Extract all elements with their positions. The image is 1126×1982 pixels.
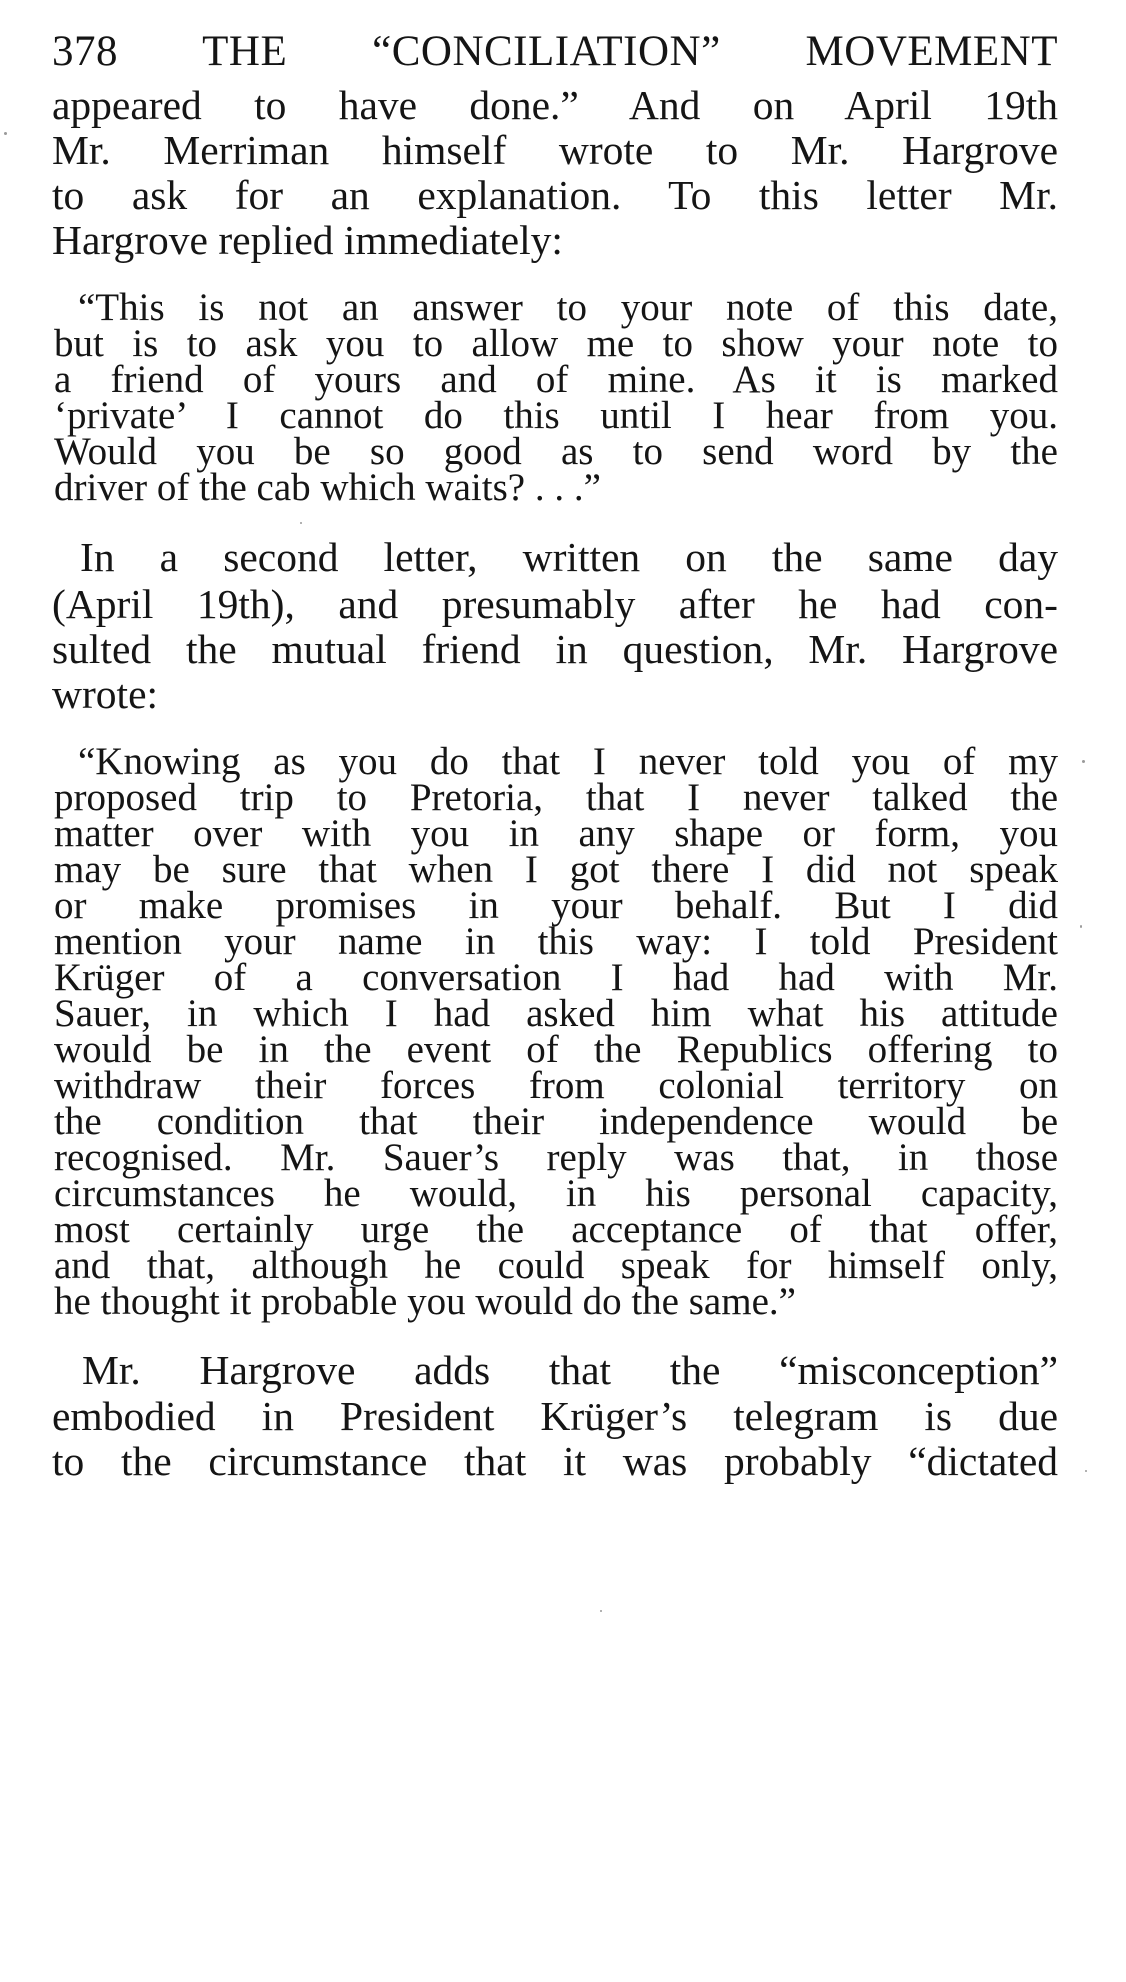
quote-line: would be in the event of the Republics offering to (54, 1028, 1058, 1071)
quote-line: matter over with you in any shape or form, you (54, 812, 1058, 855)
quote-line: driver of the cab which waits? . . .” (54, 466, 601, 509)
scan-speck (1080, 925, 1082, 928)
running-title: THE “CONCILIATION” MOVEMENT (202, 28, 1058, 75)
body-line: In a second letter, written on the same day (80, 534, 1058, 580)
quote-line: Would you be so good as to send word by the (54, 430, 1058, 473)
body-line: wrote: (52, 671, 159, 717)
quote-line: he thought it probable you would do the same.” (54, 1280, 796, 1323)
body-line: embodied in President Krüger’s telegram is due (52, 1393, 1058, 1439)
quote-line: a friend of yours and of mine. As it is marked (54, 358, 1058, 401)
quote-line: “Knowing as you do that I never told you of my (78, 740, 1058, 783)
scan-speck (4, 132, 7, 135)
quote-line: withdraw their forces from colonial territory on (54, 1064, 1058, 1107)
quote-line: but is to ask you to allow me to show your note to (54, 322, 1058, 365)
quote-line: recognised. Mr. Sauer’s reply was that, in those (54, 1136, 1058, 1179)
quote-line: and that, although he could speak for himself only, (54, 1244, 1058, 1287)
quote-line: “This is not an answer to your note of this date, (78, 286, 1058, 329)
body-line: to the circumstance that it was probably “dictated (52, 1438, 1058, 1484)
body-line: (April 19th), and presumably after he had con- (52, 581, 1058, 627)
body-line: to ask for an explanation. To this letter Mr. (52, 172, 1058, 218)
scan-speck (300, 522, 302, 524)
quote-line: ‘private’ I cannot do this until I hear from you. (54, 394, 1058, 437)
body-line: appeared to have done.” And on April 19th (52, 82, 1058, 128)
scan-speck (600, 1610, 602, 1612)
quote-line: most certainly urge the acceptance of that offer, (54, 1208, 1058, 1251)
quote-line: Krüger of a conversation I had had with Mr. (54, 956, 1058, 999)
quote-line: Sauer, in which I had asked him what his attitude (54, 992, 1058, 1035)
running-header (52, 30, 1058, 73)
scan-speck (1082, 760, 1085, 763)
quote-line: proposed trip to Pretoria, that I never talked the (54, 776, 1058, 819)
quote-line: circumstances he would, in his personal capacity, (54, 1172, 1058, 1215)
quote-line: may be sure that when I got there I did not speak (54, 848, 1058, 891)
page-number: 378 (52, 28, 118, 75)
quote-line: mention your name in this way: I told President (54, 920, 1058, 963)
quote-line: or make promises in your behalf. But I did (54, 884, 1058, 927)
body-line: Mr. Merriman himself wrote to Mr. Hargrove (52, 127, 1058, 173)
body-line: Mr. Hargrove adds that the “misconception” (82, 1347, 1058, 1393)
quote-line: the condition that their independence would be (54, 1100, 1058, 1143)
body-line: sulted the mutual friend in question, Mr. Hargrove (52, 626, 1058, 672)
body-line: Hargrove replied immediately: (52, 217, 563, 263)
scan-speck (1085, 1470, 1087, 1472)
